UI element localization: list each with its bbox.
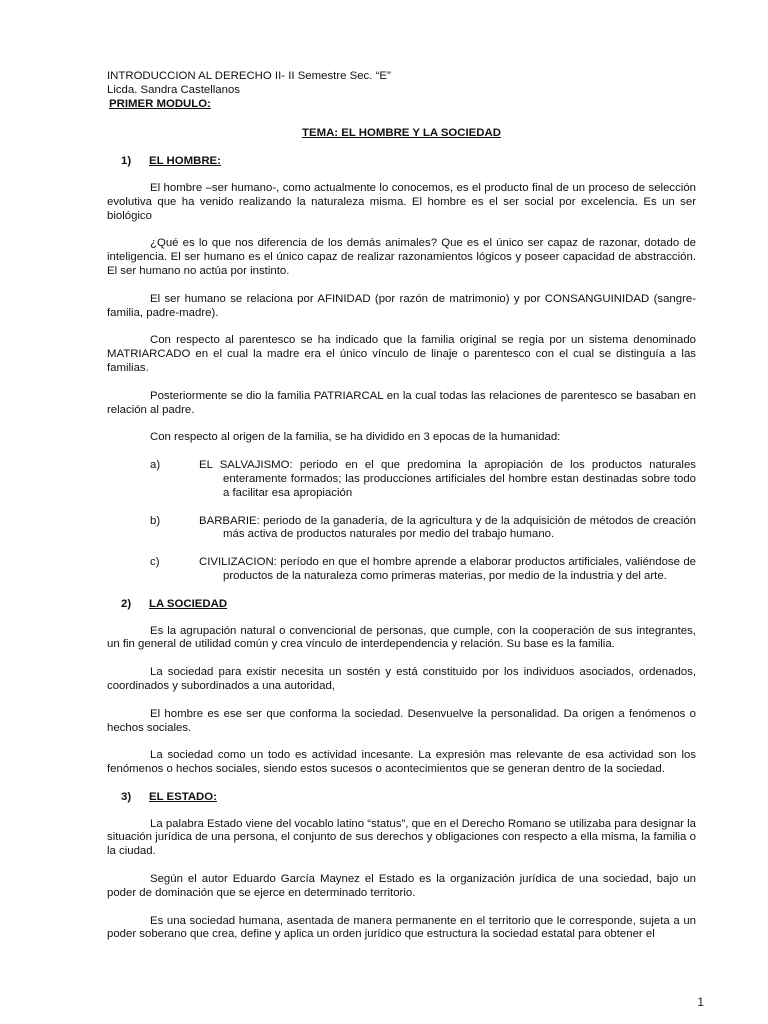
section-la-sociedad	[107, 598, 696, 777]
list-item-text: EL SALVAJISMO: periodo en el que predomina la apropiación de los productos naturales enteramente formados; las producciones artificiales del hombre estan destinadas sobre todo a facilitar esa apropiación	[199, 459, 696, 499]
module-heading: PRIMER MODULO:	[109, 97, 211, 110]
paragraph: El hombre es ese ser que conforma la sociedad. Desenvuelve la personalidad. Da origen a fenómenos o hechos sociales.	[107, 707, 696, 734]
paragraph: El ser humano se relaciona por AFINIDAD (por razón de matrimonio) y por CONSANGUINIDAD (sangre-familia, padre-madre).	[107, 292, 696, 319]
topic-heading: TEMA: EL HOMBRE Y LA SOCIEDAD	[302, 127, 501, 140]
course-title: INTRODUCCION AL DERECHO II- II Semestre Sec. “E”	[107, 70, 391, 82]
paragraph: Con respecto al parentesco se ha indicado que la familia original se regia por un sistema denominado MATRIARCADO en el cual la madre era el único vínculo de linaje o parentesco con el cual se distinguía a las familias.	[107, 334, 696, 374]
section-el-hombre	[107, 155, 696, 584]
paragraph: Según el autor Eduardo García Maynez el Estado es la organización jurídica de una sociedad, bajo un poder de dominación que se ejerce en determinado territorio.	[107, 873, 696, 899]
paragraph: Es una sociedad humana, asentada de manera permanente en el territorio que le corresponde, sujeta a un poder soberano que crea, define y aplica un orden jurídico que estructura la sociedad estatal para obtener el	[107, 914, 696, 941]
teacher-name: Licda. Sandra Castellanos	[107, 83, 240, 96]
list-item-text: CIVILIZACION: período en que el hombre aprende a elaborar productos artificiales, valiéndose de productos de la naturaleza como primeras materias, por medio de la industria y del arte.	[199, 556, 696, 582]
list-item-text: BARBARIE: periodo de la ganadería, de la agricultura y de la adquisición de métodos de creación más activa de productos naturales por medio del trabajo humano.	[199, 514, 696, 541]
paragraph: La sociedad para existir necesita un sostén y está constituido por los individuos asociados, ordenados, coordinados y subordinados a una autoridad,	[107, 666, 696, 692]
section-number: 2)	[121, 597, 132, 610]
list-item	[107, 556, 696, 584]
paragraph: ¿Qué es lo que nos diferencia de los demás animales? Que es el único ser capaz de razonar, dotado de inteligencia. El ser humano es el único capaz de realizar razonamientos lógicos y poseer capacidad de abstracción. El ser humano no actúa por instinto.	[107, 237, 696, 277]
list-item	[107, 515, 696, 543]
list-item	[107, 459, 696, 500]
paragraph: La sociedad como un todo es actividad incesante. La expresión mas relevante de esa actividad son los fenómenos o hechos sociales, siendo estos sucesos o acontecimientos que se generan dentro de la sociedad.	[107, 749, 696, 776]
list-marker: c)	[150, 556, 160, 569]
section-title: EL ESTADO:	[149, 790, 217, 803]
document-page	[107, 70, 696, 956]
epochs-list	[107, 459, 696, 584]
section-heading	[107, 791, 696, 805]
paragraph: La palabra Estado viene del vocablo latino “status”, que en el Derecho Romano se utilizaba para designar la situación jurídica de una persona, el conjunto de sus derechos y obligaciones con respecto a ella misma, la familia o la ciudad.	[107, 817, 696, 858]
section-el-estado	[107, 791, 696, 942]
paragraph: El hombre –ser humano-, como actualmente lo conocemos, es el producto final de un proceso de selección evolutiva que ha venido realizando la naturaleza misma. El hombre es el ser social por excelencia. Es un ser biológico	[107, 181, 696, 222]
section-number: 1)	[121, 155, 132, 168]
section-title: LA SOCIEDAD	[149, 597, 228, 610]
section-number: 3)	[121, 790, 132, 803]
paragraph: Posteriormente se dio la familia PATRIARCAL en la cual todas las relaciones de parentesco se basaban en relación al padre.	[107, 389, 696, 416]
paragraph: Con respecto al origen de la familia, se ha dividido en 3 epocas de la humanidad:	[150, 431, 561, 444]
paragraph: Es la agrupación natural o convencional de personas, que cumple, con la cooperación de sus integrantes, un fin general de utilidad común y crea vínculo de interdependencia y relación. Su base es la familia.	[107, 624, 696, 651]
section-title: EL HOMBRE:	[149, 155, 221, 168]
section-heading	[107, 155, 696, 169]
section-heading	[107, 598, 696, 612]
list-marker: b)	[150, 514, 161, 527]
list-marker: a)	[150, 459, 161, 472]
page-number: 1	[697, 995, 704, 1009]
